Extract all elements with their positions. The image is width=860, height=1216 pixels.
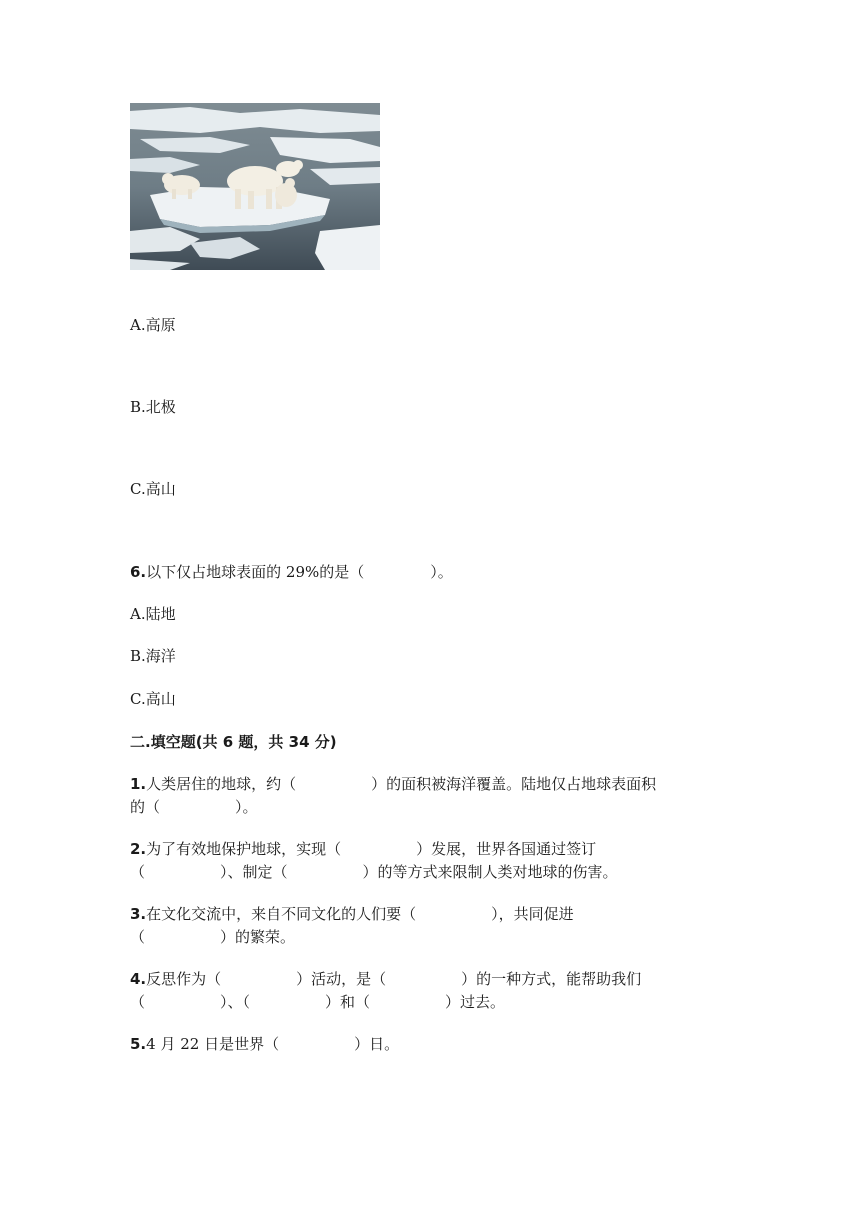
fill-q4-line2: （ ）、（ ）和（ ）过去。 (130, 993, 506, 1011)
fill-q3-line1 (130, 903, 574, 925)
question-number: 5. (130, 1035, 147, 1053)
q6-option-c: C.高山 (130, 690, 176, 708)
q5-option-a: A.高原 (130, 316, 176, 334)
polar-bears-photo (130, 103, 380, 270)
fill-q5-line1 (130, 1033, 399, 1055)
q6-question (130, 561, 453, 583)
section-heading: 二.填空题(共 6 题，共 34 分) (130, 733, 337, 751)
polar-bear-icon (130, 103, 380, 270)
q6-stem-before: 以下仅占地球表面的 29%的是（ (146, 563, 365, 581)
fill-q4-text: 反思作为（ ）活动，是（ ）的一种方式，能帮助我们 (146, 970, 642, 988)
fill-q2-text: 为了有效地保护地球，实现（ ）发展，世界各国通过签订 (146, 840, 597, 858)
fill-q5-text: 4 月 22 日是世界（ ）日。 (146, 1035, 400, 1053)
fill-q1-line1 (130, 773, 656, 795)
fill-q1-line2: 的（ ）。 (130, 798, 258, 816)
fill-q3-text: 在文化交流中，来自不同文化的人们要（ ），共同促进 (146, 905, 574, 923)
fill-q2-line2: （ ）、制定（ ）的等方式来限制人类对地球的伤害。 (130, 863, 618, 881)
fill-q4-line1 (130, 968, 641, 990)
question-number: 1. (130, 775, 147, 793)
question-number: 6. (130, 563, 147, 581)
q6-option-b: B.海洋 (130, 647, 176, 665)
fill-q2-line1 (130, 838, 596, 860)
question-number: 3. (130, 905, 147, 923)
fill-q3-line2: （ ）的繁荣。 (130, 928, 296, 946)
q5-option-c: C.高山 (130, 480, 176, 498)
q5-option-b: B.北极 (130, 398, 176, 416)
question-number: 4. (130, 970, 147, 988)
q6-option-a: A.陆地 (130, 605, 176, 623)
q6-stem-after: ）。 (430, 563, 453, 581)
question-number: 2. (130, 840, 147, 858)
fill-q1-text: 人类居住的地球，约（ ）的面积被海洋覆盖。陆地仅占地球表面积 (146, 775, 657, 793)
